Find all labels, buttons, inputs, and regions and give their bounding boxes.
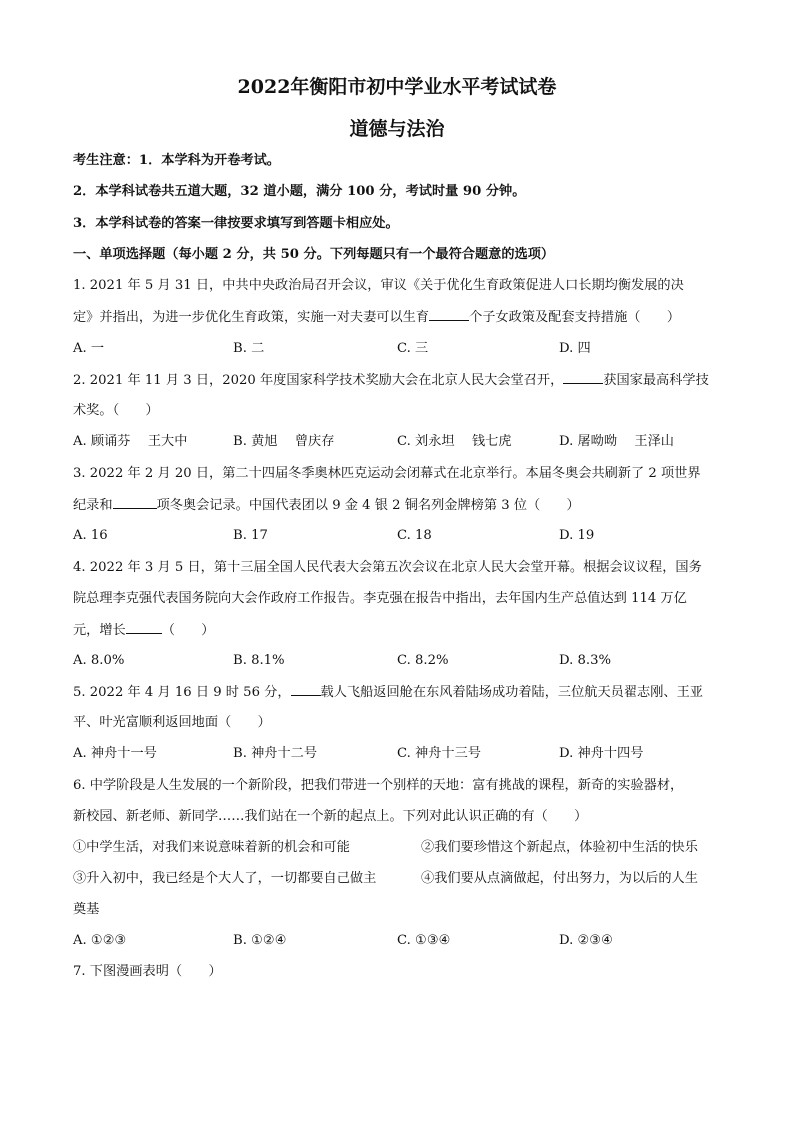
q5-option-c: C. 神舟十三号 xyxy=(397,746,481,761)
q5-blank xyxy=(291,683,321,696)
q6-option-c: C. ①③④ xyxy=(397,933,451,948)
q2-option-a: A. 顾诵芬 王大中 xyxy=(73,434,188,449)
q2-option-c: C. 刘永坦 钱七虎 xyxy=(397,434,512,449)
q4-option-d: D. 8.3% xyxy=(559,653,611,668)
q2-blank xyxy=(563,371,603,384)
q5-line1 xyxy=(73,683,733,702)
note-3: 3．本学科试卷的答案一律按要求填写到答题卡相应处。 xyxy=(73,216,399,231)
q6-statement-4-cont: 奠基 xyxy=(73,902,100,917)
q3-line2 xyxy=(73,496,733,515)
q4-blank xyxy=(126,621,162,634)
q3-option-a: A. 16 xyxy=(73,528,108,543)
q1-option-b: B. 二 xyxy=(233,341,265,356)
q5-option-b: B. 神舟十二号 xyxy=(233,746,318,761)
q1-text-b: 个子女政策及配套支持措施（ ） xyxy=(469,310,681,325)
q6-option-b: B. ①②④ xyxy=(233,933,287,948)
q6-option-d: D. ②③④ xyxy=(559,933,613,948)
section-heading: 一、单项选择题（每小题 2 分，共 50 分。下列每题只有一个最符合题意的选项） xyxy=(73,247,555,262)
q3-line1: 3. 2022 年 2 月 20 日，第二十四届冬季奥林匹克运动会闭幕式在北京举行。本届冬奥会共刷新了 2 项世界 xyxy=(73,466,701,481)
q1-blank xyxy=(429,308,469,321)
q5-option-d: D. 神舟十四号 xyxy=(559,746,644,761)
q5-text-b: 载人飞船返回舱在东风着陆场成功着陆，三位航天员翟志刚、王亚 xyxy=(320,685,703,700)
q6-statement-2: ②我们要珍惜这个新起点，体验初中生活的快乐 xyxy=(421,840,698,855)
q2-option-b: B. 黄旭 曾庆存 xyxy=(233,434,335,449)
exam-title: 2022年衡阳市初中学业水平考试试卷 xyxy=(237,76,557,98)
note-1: 考生注意：1．本学科为开卷考试。 xyxy=(73,153,280,168)
q3-blank xyxy=(113,496,157,509)
q1-option-c: C. 三 xyxy=(397,341,429,356)
q4-line1: 4. 2022 年 3 月 5 日，第十三届全国人民代表大会第五次会议在北京人民大会堂开幕。根据会议议程，国务 xyxy=(73,560,702,575)
q4-text-b: （ ） xyxy=(161,623,215,638)
q6-option-a: A. ①②③ xyxy=(73,933,127,948)
q3-text-b: 项冬奥会记录。中国代表团以 9 金 4 银 2 铜名列金牌榜第 3 位（ ） xyxy=(156,498,580,513)
q5-line2: 平、叶光富顺利返回地面（ ） xyxy=(73,715,271,730)
q3-text-a: 纪录和 xyxy=(73,498,113,513)
q4-option-a: A. 8.0% xyxy=(73,653,125,668)
q4-option-b: B. 8.1% xyxy=(233,653,285,668)
q4-option-c: C. 8.2% xyxy=(397,653,449,668)
q1-line2 xyxy=(73,308,733,327)
q2-line2: 术奖。（ ） xyxy=(73,403,159,418)
q1-option-d: D. 四 xyxy=(559,341,591,356)
q5-option-a: A. 神舟十一号 xyxy=(73,746,157,761)
q7-line1: 7. 下图漫画表明（ ） xyxy=(73,964,222,979)
q2-text-b: 获国家最高科学技 xyxy=(603,373,709,388)
q2-option-d: D. 屠呦呦 王泽山 xyxy=(559,434,674,449)
q1-option-a: A. 一 xyxy=(73,341,105,356)
q6-statement-1: ①中学生活，对我们来说意味着新的机会和可能 xyxy=(73,840,350,855)
note-2: 2．本学科试卷共五道大题，32 道小题，满分 100 分，考试时量 90 分钟。 xyxy=(73,184,526,199)
q1-text-a: 定》并指出，为进一步优化生育政策，实施一对夫妻可以生育 xyxy=(73,310,430,325)
q4-line3 xyxy=(73,621,733,640)
q6-line1: 6. 中学阶段是人生发展的一个新阶段，把我们带进一个别样的天地：富有挑战的课程，新奇的实验器材， xyxy=(73,778,684,793)
q4-line2: 院总理李克强代表国务院向大会作政府工作报告。李克强在报告中指出，去年国内生产总值达到 114 万亿 xyxy=(73,591,687,606)
q4-text-a: 元，增长 xyxy=(73,623,126,638)
q2-text-a: 2. 2021 年 11 月 3 日，2020 年度国家科学技术奖励大会在北京人民大会堂召开， xyxy=(73,373,564,388)
q1-line1: 1. 2021 年 5 月 31 日，中共中央政治局召开会议，审议《关于优化生育政策促进人口长期均衡发展的决 xyxy=(73,278,684,293)
q3-option-d: D. 19 xyxy=(559,528,595,543)
q5-text-a: 5. 2022 年 4 月 16 日 9 时 56 分， xyxy=(73,685,291,700)
q3-option-b: B. 17 xyxy=(233,528,268,543)
q6-statement-4: ④我们要从点滴做起，付出努力，为以后的人生 xyxy=(421,871,698,886)
subject-title: 道德与法治 xyxy=(349,118,445,140)
q6-line2: 新校园、新老师、新同学……我们站在一个新的起点上。下列对此认识正确的有（ ） xyxy=(73,809,588,824)
q6-statement-3: ③升入初中，我已经是个大人了，一切都要自己做主 xyxy=(73,871,377,886)
q3-option-c: C. 18 xyxy=(397,528,432,543)
q2-line1 xyxy=(73,371,733,390)
